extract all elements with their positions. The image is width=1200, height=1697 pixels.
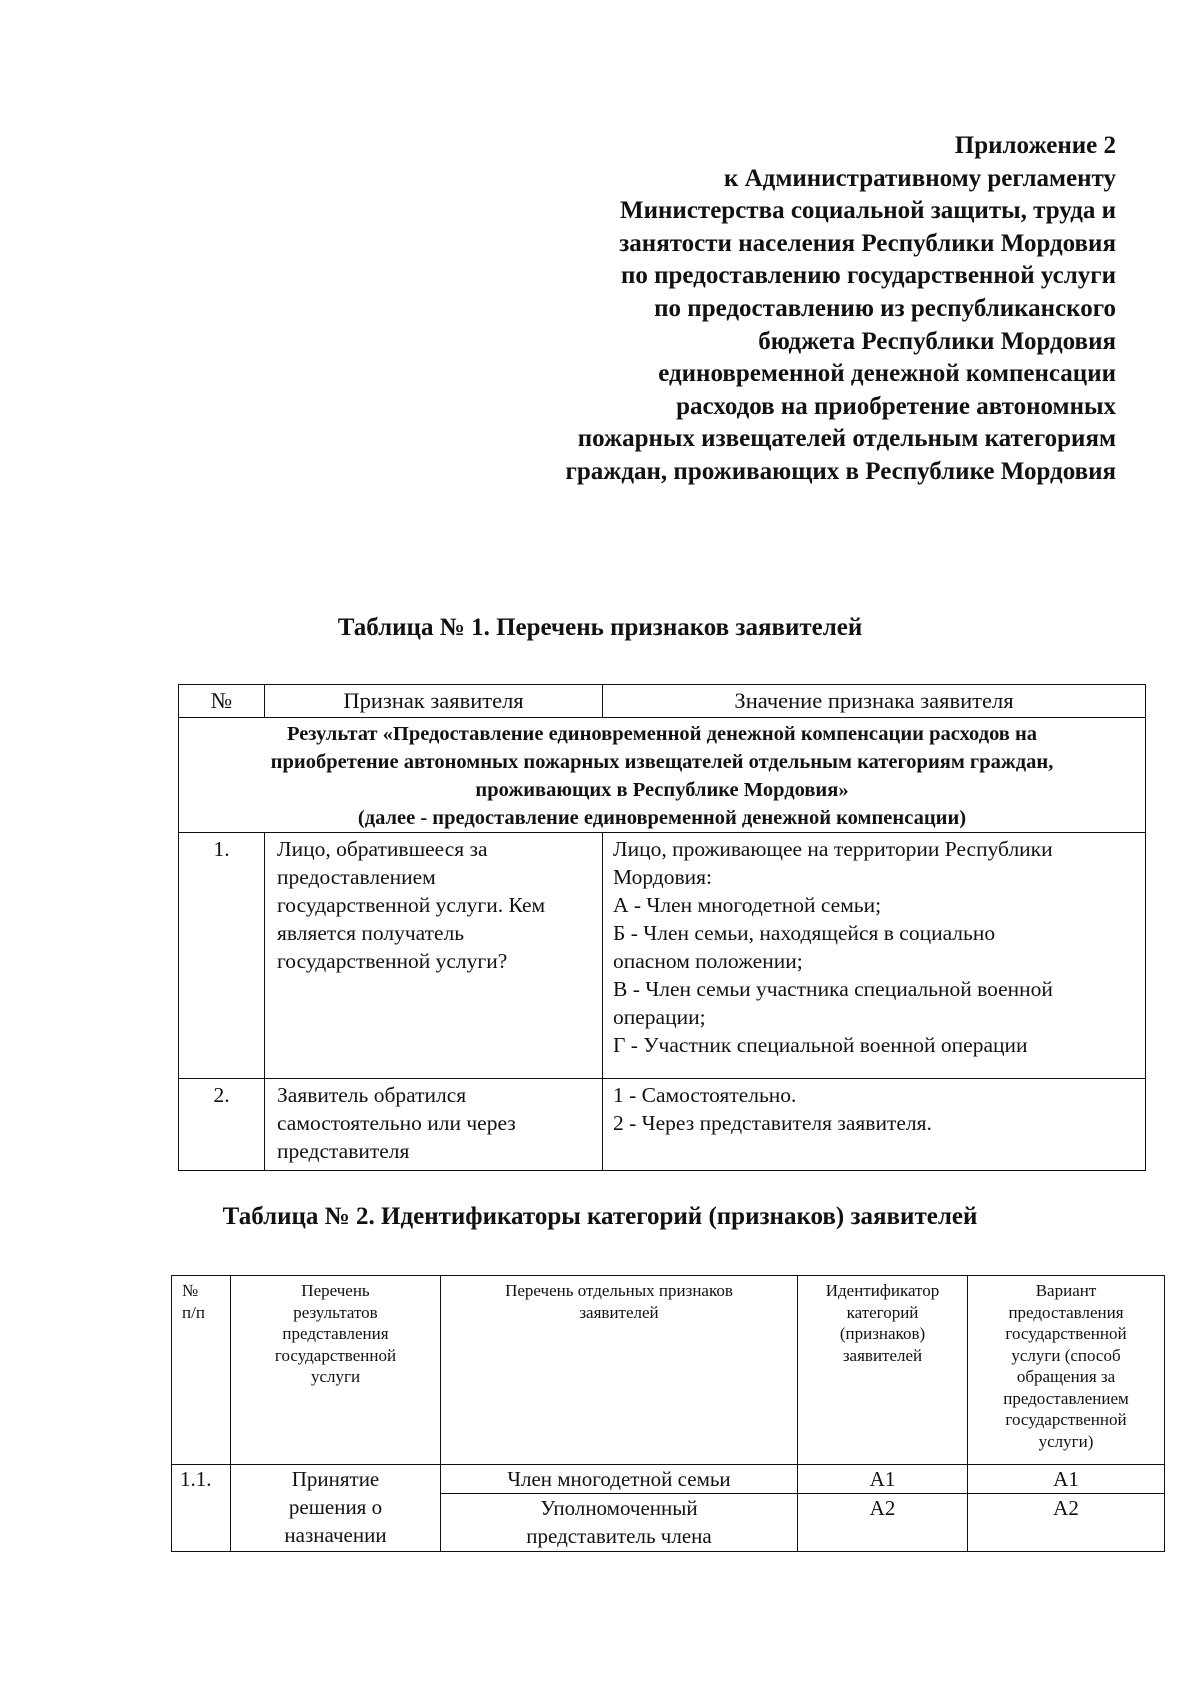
appendix-line: единовременной денежной компенсации	[658, 360, 1116, 388]
text-line: Принятие	[291, 1467, 380, 1491]
category-identifiers-table	[171, 1275, 1165, 1552]
text-line: А - Член многодетной семьи;	[613, 893, 882, 917]
text-line: Заявитель обратился	[277, 1083, 467, 1107]
appendix-line: по предоставлению государственной услуги	[620, 262, 1116, 290]
text-line: предоставлением	[277, 865, 436, 889]
text-line: п/п	[182, 1302, 205, 1322]
text-line: категорий	[846, 1302, 919, 1322]
sign-cell	[441, 1465, 798, 1494]
text-line: операции;	[613, 1005, 706, 1029]
text-line: №	[182, 1281, 199, 1300]
text-line: государственной	[1005, 1324, 1127, 1343]
text-line: заявителей	[579, 1302, 659, 1322]
text-line: государственной	[274, 1345, 397, 1365]
text-line: Г - Участник специальной военной операции	[613, 1033, 1028, 1057]
text-line: Вариант	[1035, 1281, 1097, 1300]
sign-cell	[265, 833, 603, 1079]
value-cell	[603, 833, 1146, 1079]
table-row	[179, 1079, 1146, 1171]
text-line: результатов	[293, 1302, 378, 1322]
text-line: самостоятельно или через	[277, 1111, 516, 1135]
table2-title: Таблица № 2. Идентификаторы категорий (признаков) заявителей	[222, 1203, 978, 1230]
text-line: назначении	[284, 1523, 387, 1547]
result-line: приобретение автономных пожарных извещателей отдельным категориям граждан,	[270, 751, 1054, 773]
text-line: (признаков)	[839, 1324, 926, 1343]
header-cell-sign: Признак заявителя	[265, 685, 603, 718]
appendix-line: Министерства социальной защиты, труда и	[620, 197, 1116, 225]
result-line: Результат «Предоставление единовременной денежной компенсации расходов на	[286, 723, 1038, 745]
result-line: проживающих в Республике Мордовия»	[475, 779, 849, 801]
text-line: услуги (способ	[1011, 1345, 1121, 1365]
text-line: Лицо, обратившееся за	[277, 837, 488, 861]
appendix-line: Приложение 2	[954, 132, 1116, 159]
identifier-cell: А2	[798, 1494, 968, 1552]
text-line: предоставлением	[1003, 1388, 1129, 1408]
appendix-line: граждан, проживающих в Республике Мордовия	[565, 457, 1116, 485]
text-line: Б - Член семьи, находящейся в социально	[613, 921, 996, 945]
text-line: Идентификатор	[825, 1281, 940, 1300]
text-line: государственной услуги?	[277, 949, 508, 973]
text-line: В - Член семьи участника специальной военной	[613, 977, 1053, 1001]
identifier-cell: А1	[798, 1465, 968, 1494]
row-number: 2.	[179, 1079, 265, 1171]
text-line: представителя	[277, 1139, 410, 1163]
table-header-row	[179, 685, 1146, 718]
variant-cell: А2	[968, 1494, 1165, 1552]
header-cell-value: Значение признака заявителя	[603, 685, 1146, 718]
table-row	[179, 833, 1146, 1079]
text-line: Перечень	[301, 1281, 370, 1300]
appendix-line: к Административному регламенту	[723, 164, 1116, 192]
appendix-line: расходов на приобретение автономных	[676, 392, 1116, 420]
header-cell-signs	[441, 1276, 798, 1465]
text-line: представления	[282, 1324, 389, 1343]
text-line: услуги	[310, 1367, 361, 1386]
appendix-header	[396, 130, 1116, 489]
sign-cell	[441, 1494, 798, 1552]
appendix-line: занятости населения Республики Мордовия	[619, 229, 1116, 257]
header-cell-number	[172, 1276, 231, 1465]
result-line: (далее - предоставление единовременной денежной компенсации)	[357, 807, 967, 829]
text-line: 1 - Самостоятельно.	[613, 1083, 797, 1107]
text-line: Член многодетной семьи	[507, 1467, 731, 1491]
header-cell-results	[231, 1276, 441, 1465]
applicant-signs-table	[178, 684, 1146, 1171]
result-row	[179, 718, 1146, 833]
row-number: 1.1.	[172, 1465, 231, 1552]
text-line: представитель члена	[526, 1524, 712, 1548]
header-cell-number: №	[179, 685, 265, 718]
row-number: 1.	[179, 833, 265, 1079]
value-cell	[603, 1079, 1146, 1171]
result-cell	[231, 1465, 441, 1552]
text-line: предоставления	[1008, 1302, 1124, 1322]
appendix-line: бюджета Республики Мордовия	[758, 327, 1116, 355]
text-line: услуги)	[1038, 1431, 1094, 1451]
header-cell-identifier	[798, 1276, 968, 1465]
text-line: является получатель	[277, 921, 465, 945]
text-line: государственной услуги. Кем	[277, 893, 546, 917]
text-line: Уполномоченный	[540, 1496, 698, 1520]
appendix-line: пожарных извещателей отдельным категориям	[577, 425, 1116, 453]
text-line: Перечень отдельных признаков	[505, 1281, 733, 1300]
table-row	[172, 1465, 1165, 1494]
text-line: государственной	[1005, 1410, 1127, 1429]
header-cell-variant	[968, 1276, 1165, 1465]
text-line: Лицо, проживающее на территории Республики	[613, 837, 1053, 861]
text-line: обращения за	[1016, 1367, 1116, 1386]
result-cell	[179, 718, 1146, 833]
variant-cell: А1	[968, 1465, 1165, 1494]
text-line: 2 - Через представителя заявителя.	[613, 1111, 932, 1135]
text-line: заявителей	[842, 1345, 923, 1365]
text-line: опасном положении;	[613, 949, 803, 973]
table1-title: Таблица № 1. Перечень признаков заявителей	[337, 614, 863, 641]
sign-cell	[265, 1079, 603, 1171]
text-line: Мордовия:	[613, 865, 713, 889]
text-line: решения о	[288, 1495, 383, 1519]
table-header-row	[172, 1276, 1165, 1465]
appendix-line: по предоставлению из республиканского	[654, 294, 1116, 322]
